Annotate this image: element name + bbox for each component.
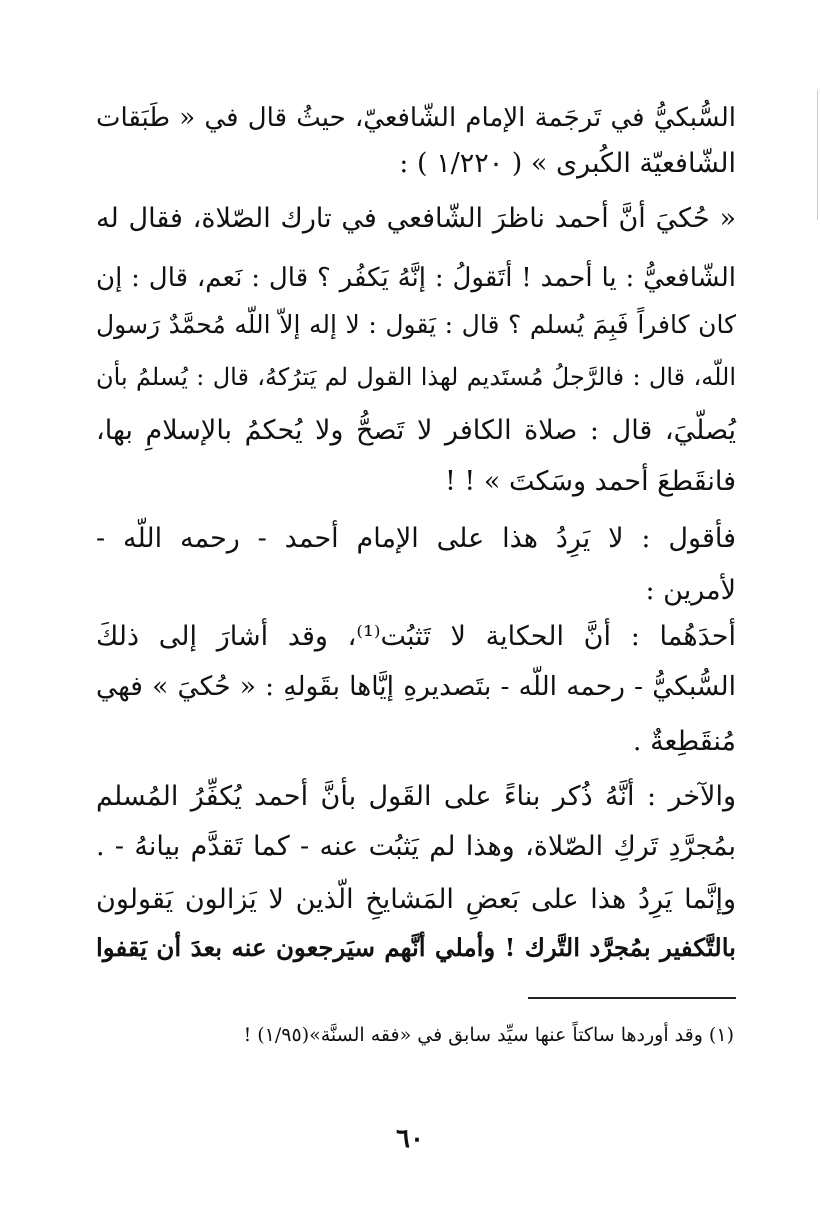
text-line-4: الشّافعيُّ : يا أحمد ! أتَقولُ : إنَّهُ يَكفُر ؟ قال : نَعم، قال : إن bbox=[96, 263, 736, 293]
text-line-2: الشّافعيّة الكُبرى » ( ١/٢٢٠ ) : bbox=[399, 148, 736, 179]
text-line-16: وإنَّما يَرِدُ هذا على بَعضِ المَشايخِ الّذين لا يَزالون يَقولون bbox=[96, 884, 736, 915]
text-line-10: لأمرين : bbox=[645, 575, 736, 606]
page-number: ٦٠ bbox=[396, 1124, 424, 1154]
page-edge-mark bbox=[817, 90, 818, 220]
footnote-1: (١) وقد أوردها ساكتاً عنها سيِّد سابق في «فقه السنَّة»(١/٩٥) ! bbox=[243, 1024, 734, 1046]
text-line-7: يُصلّيَ، قال : صلاة الكافر لا تَصحُّ ولا يُحكمُ بالإسلامِ بها، bbox=[96, 415, 736, 446]
text-line-1: السُّبكيُّ في تَرجَمة الإمام الشّافعيّ، حيثُ قال في « طَبَقات bbox=[96, 103, 736, 133]
text-line-8: فانقَطعَ أحمد وسَكتَ » ! ! bbox=[444, 466, 736, 497]
text-line-15: بمُجرَّدِ تَركِ الصّلاة، وهذا لم يَثبُت عنه - كما تَقدَّم بيانهُ - . bbox=[96, 831, 736, 862]
text-line-14: والآخر : أنَّهُ ذُكر بناءً على القَول بأنَّ أحمد يُكفِّرُ المُسلم bbox=[96, 781, 736, 812]
text-line-6: اللّه، قال : فالرَّجلُ مُستَديم لهذا القول لم يَترُكهُ، قال : يُسلمُ بأن bbox=[96, 363, 736, 391]
text-line-11: أحدَهُما : أنَّ الحكاية لا تَثبُت⁽¹⁾، وقد أشارَ إلى ذلكَ bbox=[96, 621, 736, 652]
text-line-3: « حُكيَ أنَّ أحمد ناظرَ الشّافعي في تارك الصّلاة، فقال له bbox=[96, 203, 736, 234]
text-line-5: كان كافراً فَبِمَ يُسلم ؟ قال : يَقول : لا إله إلاّ اللّه مُحمَّدٌ رَسول bbox=[96, 310, 736, 339]
text-line-12: السُّبكيُّ - رحمه اللّه - بتَصديرهِ إيَّاها بقَولهِ : « حُكيَ » فهي bbox=[96, 671, 736, 702]
footnote-separator bbox=[528, 997, 736, 999]
text-line-9: فأقول : لا يَرِدُ هذا على الإمام أحمد - رحمه اللّه - bbox=[96, 523, 736, 554]
text-line-17: بالتَّكفير بمُجرَّد التَّرك ! وأملي أنَّهم سيَرجعون عنه بعدَ أن يَقفوا bbox=[96, 933, 736, 962]
text-line-13: مُنقَطِعةٌ . bbox=[632, 726, 736, 757]
